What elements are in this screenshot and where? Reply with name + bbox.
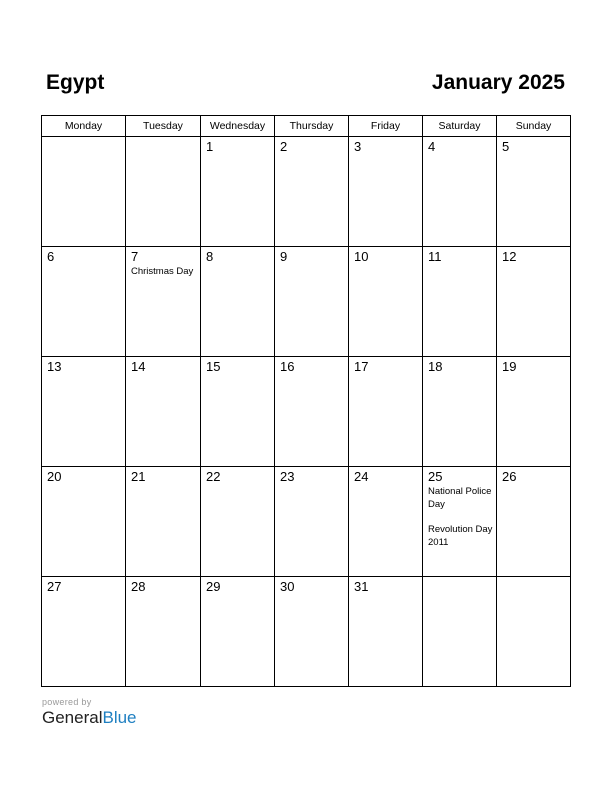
day-cell bbox=[201, 577, 275, 687]
day-number: 20 bbox=[47, 469, 62, 484]
holiday-label: Christmas Day bbox=[131, 266, 194, 277]
weekday-header-sunday: Sunday bbox=[497, 116, 571, 137]
day-number: 14 bbox=[131, 359, 146, 374]
day-cell bbox=[275, 467, 349, 577]
calendar-week-row bbox=[42, 247, 571, 357]
day-cell bbox=[349, 467, 423, 577]
day-number: 22 bbox=[206, 469, 221, 484]
weekday-header-row bbox=[42, 116, 571, 137]
empty-day-cell bbox=[42, 137, 126, 247]
empty-day-cell bbox=[423, 577, 497, 687]
day-cell bbox=[423, 137, 497, 247]
holiday-label: National Police Day bbox=[428, 486, 492, 510]
weekday-header-friday: Friday bbox=[349, 116, 423, 137]
day-number: 1 bbox=[206, 139, 214, 154]
day-cell bbox=[126, 357, 201, 467]
day-cell bbox=[126, 467, 201, 577]
day-cell bbox=[349, 247, 423, 357]
day-number: 15 bbox=[206, 359, 221, 374]
logo-text-blue: Blue bbox=[102, 708, 137, 727]
powered-by-text: powered by bbox=[42, 697, 92, 707]
day-cell bbox=[275, 247, 349, 357]
day-cell bbox=[423, 247, 497, 357]
day-cell bbox=[497, 247, 571, 357]
day-number: 29 bbox=[206, 579, 221, 594]
day-number: 5 bbox=[502, 139, 510, 154]
day-cell bbox=[275, 357, 349, 467]
country-title: Egypt bbox=[46, 71, 105, 94]
day-number: 30 bbox=[280, 579, 295, 594]
day-number: 11 bbox=[428, 249, 442, 264]
day-number: 10 bbox=[354, 249, 369, 264]
weekday-header-thursday: Thursday bbox=[275, 116, 349, 137]
day-number: 19 bbox=[502, 359, 517, 374]
day-cell bbox=[423, 357, 497, 467]
day-number: 8 bbox=[206, 249, 214, 264]
day-number: 2 bbox=[280, 139, 288, 154]
day-cell bbox=[349, 577, 423, 687]
day-number: 13 bbox=[47, 359, 62, 374]
calendar-week-row bbox=[42, 467, 571, 577]
calendar-week-row bbox=[42, 577, 571, 687]
day-number: 3 bbox=[354, 139, 362, 154]
calendar-week-row bbox=[42, 357, 571, 467]
day-number: 25 bbox=[428, 469, 443, 484]
weekday-header-monday: Monday bbox=[42, 116, 126, 137]
day-number: 6 bbox=[47, 249, 55, 264]
day-number: 7 bbox=[131, 249, 139, 264]
day-number: 26 bbox=[502, 469, 517, 484]
day-cell bbox=[42, 247, 126, 357]
day-number: 18 bbox=[428, 359, 443, 374]
weekday-header-wednesday: Wednesday bbox=[201, 116, 275, 137]
day-number: 17 bbox=[354, 359, 369, 374]
day-cell bbox=[42, 357, 126, 467]
day-cell bbox=[201, 137, 275, 247]
weekday-header-tuesday: Tuesday bbox=[126, 116, 201, 137]
day-cell bbox=[497, 467, 571, 577]
day-number: 16 bbox=[280, 359, 295, 374]
day-cell bbox=[349, 137, 423, 247]
day-number: 31 bbox=[354, 579, 369, 594]
day-cell bbox=[201, 247, 275, 357]
empty-day-cell bbox=[497, 577, 571, 687]
empty-day-cell bbox=[126, 137, 201, 247]
day-number: 12 bbox=[502, 249, 517, 264]
day-number: 23 bbox=[280, 469, 295, 484]
day-cell bbox=[126, 247, 201, 357]
calendar-grid bbox=[41, 115, 571, 687]
day-cell bbox=[42, 467, 126, 577]
generalblue-logo bbox=[42, 708, 137, 728]
day-number: 24 bbox=[354, 469, 369, 484]
weekday-header-saturday: Saturday bbox=[423, 116, 497, 137]
day-cell bbox=[275, 577, 349, 687]
day-cell bbox=[423, 467, 497, 577]
day-cell bbox=[126, 577, 201, 687]
calendar-week-row bbox=[42, 137, 571, 247]
day-cell bbox=[201, 467, 275, 577]
day-number: 9 bbox=[280, 249, 288, 264]
day-cell bbox=[201, 357, 275, 467]
day-number: 27 bbox=[47, 579, 62, 594]
day-cell bbox=[497, 357, 571, 467]
day-number: 4 bbox=[428, 139, 436, 154]
day-cell bbox=[349, 357, 423, 467]
day-cell bbox=[497, 137, 571, 247]
day-cell bbox=[275, 137, 349, 247]
month-year-title: January 2025 bbox=[431, 71, 565, 94]
day-number: 21 bbox=[131, 469, 146, 484]
holiday-label: Revolution Day 2011 bbox=[428, 524, 493, 548]
day-cell bbox=[42, 577, 126, 687]
logo-text-general: General bbox=[42, 708, 103, 727]
day-number: 28 bbox=[131, 579, 146, 594]
